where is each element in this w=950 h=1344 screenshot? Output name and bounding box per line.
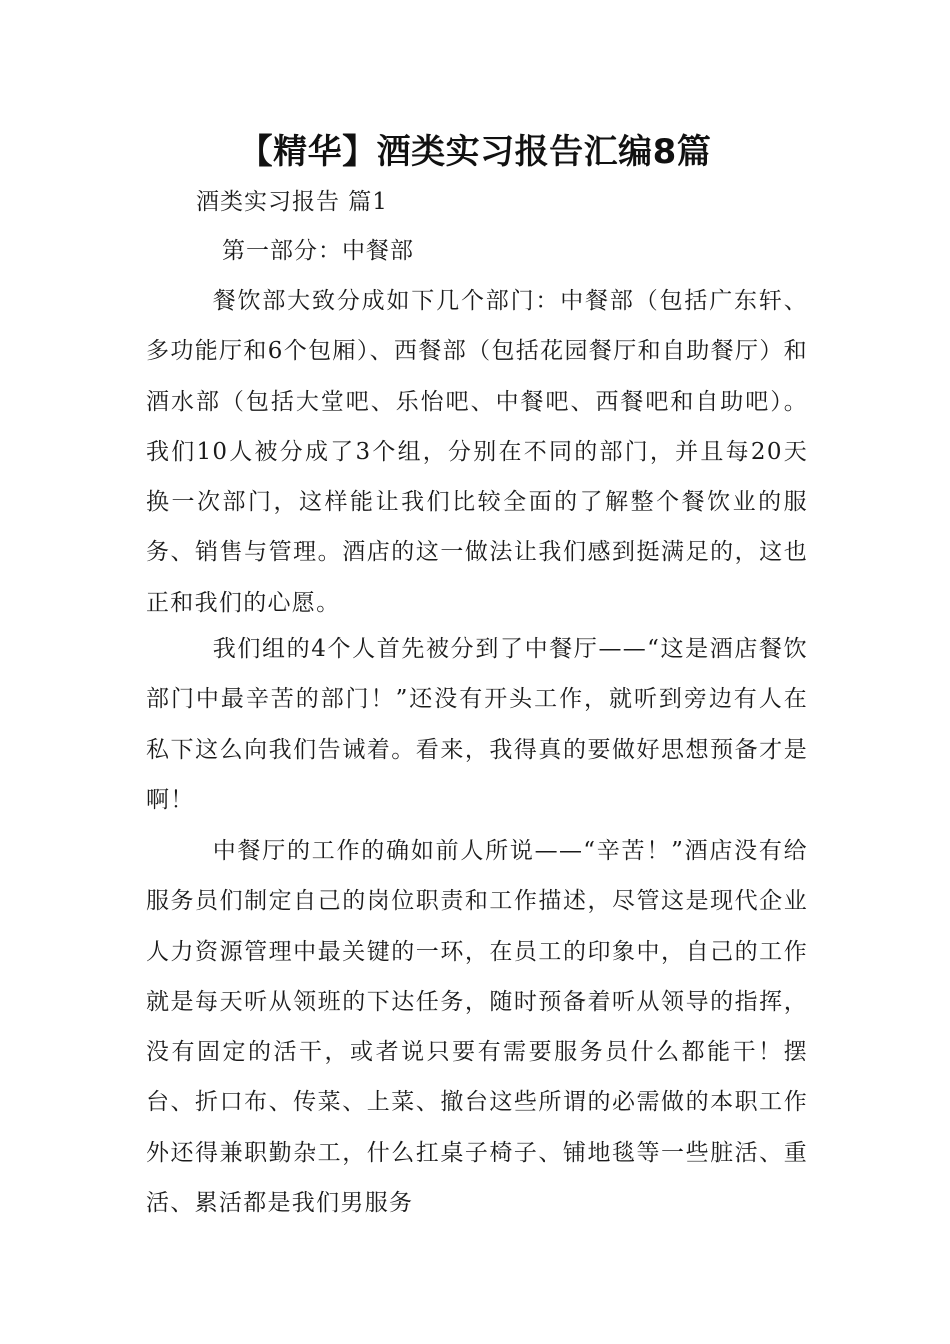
- body-paragraph: 中餐厅的工作的确如前人所说——“辛苦！”酒店没有给服务员们制定自己的岗位职责和工作描述，尽管这是现代企业人力资源管理中最关键的一环，在员工的印象中，自己的工作就是每天听从领班的下达任务，随时预备着听从领导的指挥，没有固定的活干，或者说只要有需要服务员什么都能干！摆台、折口布、传菜、上菜、撤台这些所谓的必需做的本职工作外还得兼职勤杂工，什么扛桌子椅子、铺地毯等一些脏活、重活、累活都是我们男服务: [146, 838, 808, 1217]
- document-subtitle: 酒类实习报告 篇1: [196, 189, 388, 215]
- document-title: 【精华】酒类实习报告汇编8篇: [238, 132, 712, 172]
- section-heading: 第一部分：中餐部: [222, 238, 414, 264]
- body-paragraph: 餐饮部大致分成如下几个部门：中餐部（包括广东轩、多功能厅和6个包厢）、西餐部（包括花园餐厅和自助餐厅）和酒水部（包括大堂吧、乐怡吧、中餐吧、西餐吧和自助吧）。我们10人被分成了3个组，分别在不同的部门，并且每20天换一次部门，这样能让我们比较全面的了解整个餐饮业的服务、销售与管理。酒店的这一做法让我们感到挺满足的，这也正和我们的心愿。: [146, 288, 808, 616]
- body-paragraph: 我们组的4个人首先被分到了中餐厅——“这是酒店餐饮部门中最辛苦的部门！”还没有开头工作，就听到旁边有人在私下这么向我们告诫着。看来，我得真的要做好思想预备才是啊！: [146, 636, 808, 813]
